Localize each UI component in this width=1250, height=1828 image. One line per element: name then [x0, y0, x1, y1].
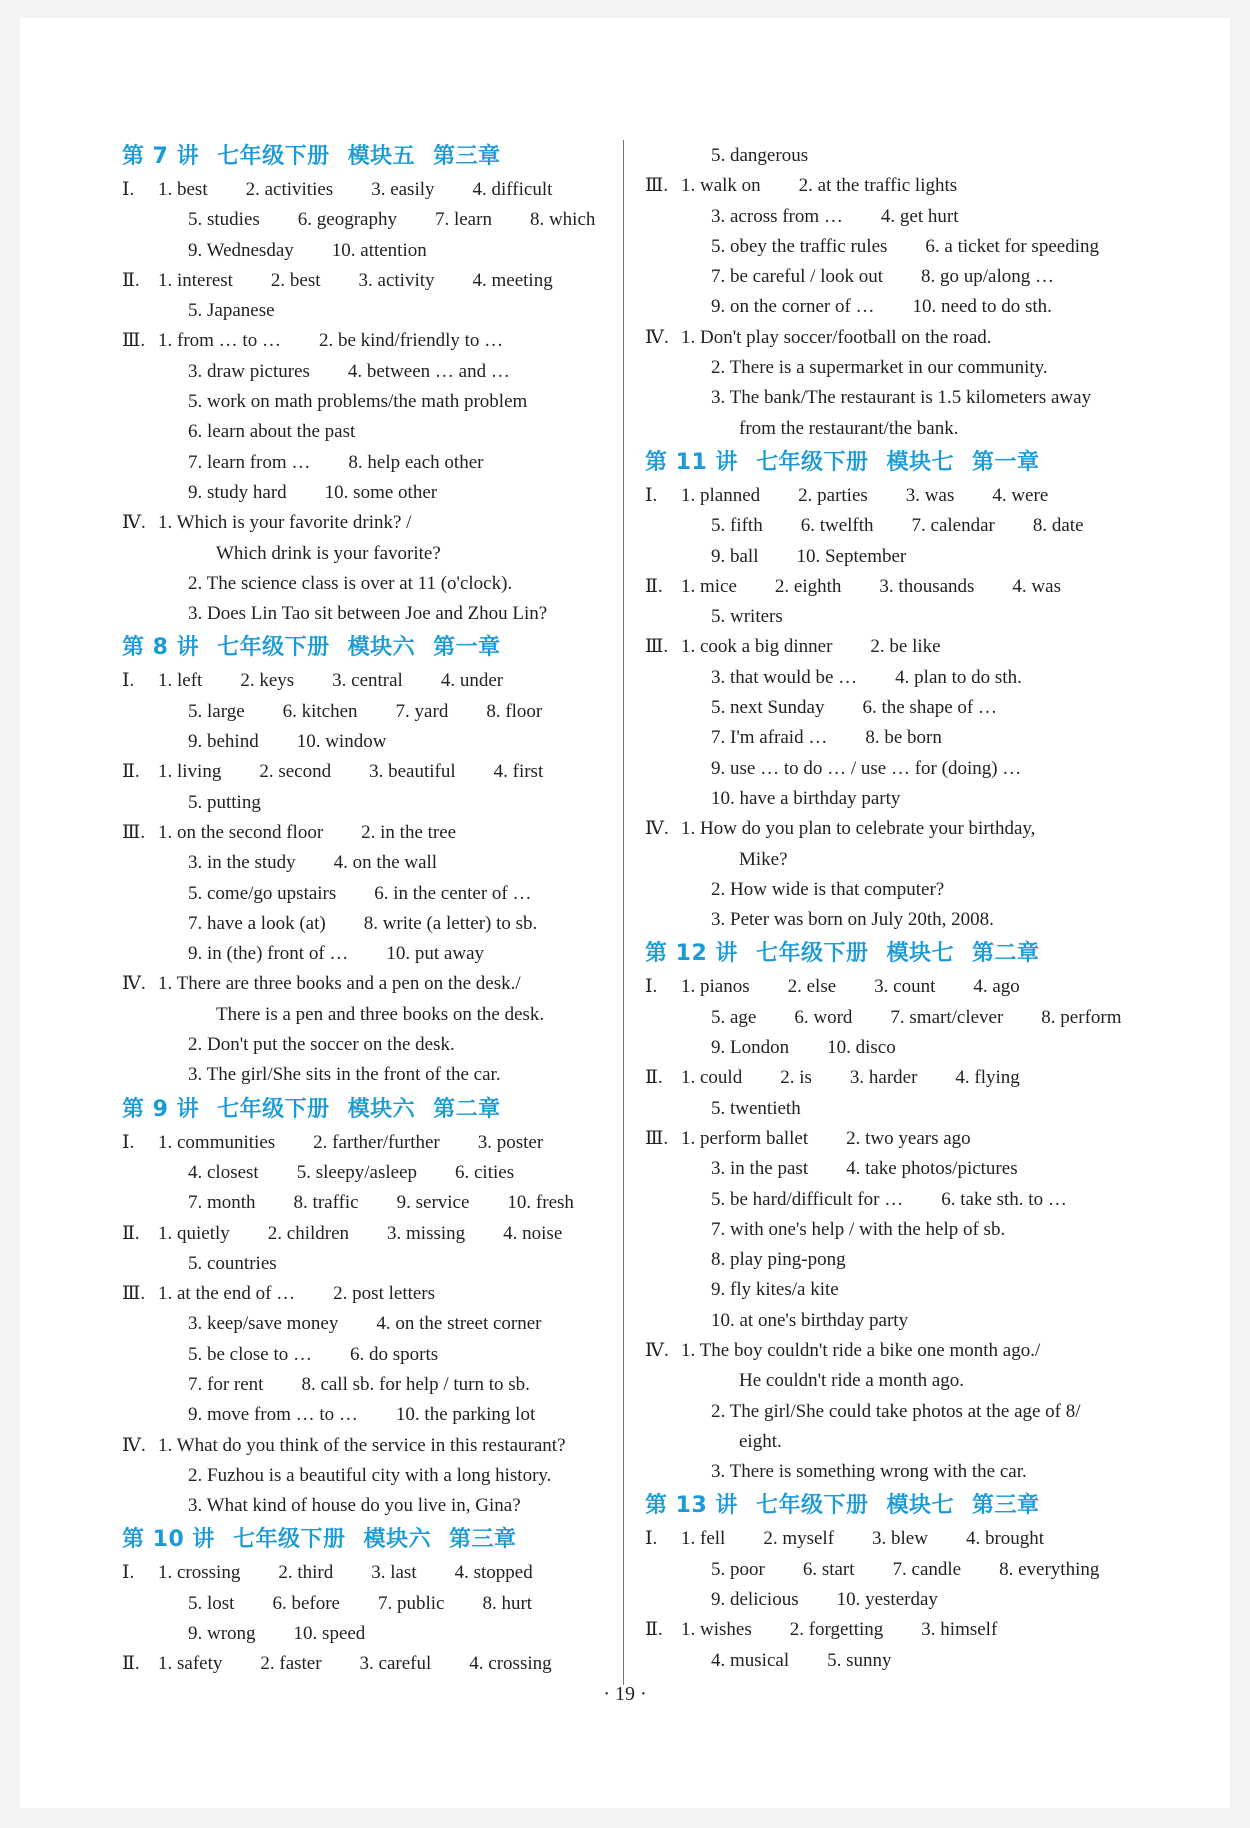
answer-text: 5. dangerous [711, 145, 809, 166]
answer-line [122, 1249, 592, 1279]
answer-line [122, 1340, 592, 1370]
section-numeral: Ⅱ. [122, 1222, 140, 1244]
answer-text: 7. be careful / look out 8. go up/along … [711, 266, 1054, 288]
answer-line [645, 784, 1130, 814]
section-numeral: Ⅰ. [122, 670, 135, 692]
answer-line [645, 1033, 1130, 1063]
answer-line [645, 1185, 1130, 1215]
answer-line [122, 727, 592, 757]
answer-text: 1. Which is your favorite drink? / [158, 512, 412, 534]
section-numeral: Ⅳ. [122, 973, 146, 995]
lesson-heading-part: 模块六 [347, 635, 416, 661]
section-numeral: Ⅲ. [122, 821, 146, 843]
answer-line [645, 292, 1130, 322]
column-divider [623, 140, 624, 1685]
answer-text: 6. learn about the past [188, 421, 356, 443]
answer-line [122, 1000, 592, 1030]
lesson-heading-part: 七年级下册 [755, 1493, 869, 1519]
answer-line [645, 1154, 1130, 1184]
answer-line [645, 632, 1130, 662]
section-numeral: Ⅰ. [645, 976, 658, 998]
answer-text: 3. keep/save money 4. on the street corner [188, 1313, 542, 1335]
answer-line [122, 448, 592, 478]
answer-text: 1. could 2. is 3. harder 4. flying [681, 1067, 1020, 1089]
answer-text: 2. There is a supermarket in our community. [711, 357, 1048, 379]
lesson-heading-part: 第 8 讲 [122, 635, 200, 661]
right-column [645, 141, 1130, 1676]
answer-line [122, 569, 592, 599]
lesson-heading-part: 模块五 [347, 144, 416, 169]
answer-text: 3. Peter was born on July 20th, 2008. [711, 909, 994, 931]
answer-text: 1. The boy couldn't ride a bike one month ago./ [681, 1339, 1041, 1361]
lesson-heading-part: 第 11 讲 [645, 449, 738, 475]
answer-line [645, 1215, 1130, 1245]
page-number: · 19 · [603, 1683, 647, 1705]
answer-text: 1. Don't play soccer/football on the road. [681, 326, 992, 348]
answer-line [645, 1063, 1130, 1093]
answer-text: 1. cook a big dinner 2. be like [681, 636, 941, 658]
answer-text: 2. How wide is that computer? [711, 878, 945, 900]
answer-line [645, 1427, 1130, 1457]
section-numeral: Ⅱ. [122, 269, 140, 291]
answer-text: 9. study hard 10. some other [188, 481, 438, 503]
answer-line [122, 1128, 592, 1158]
answer-line [645, 323, 1130, 353]
answer-text: 1. How do you plan to celebrate your birthday, [681, 818, 1036, 840]
section-numeral: Ⅲ. [645, 1127, 669, 1149]
answer-text: 3. Does Lin Tao sit between Joe and Zhou Lin? [188, 603, 548, 625]
section-numeral: Ⅰ. [122, 179, 135, 200]
section-numeral: Ⅲ. [122, 1283, 146, 1305]
answer-text: 5. studies 6. geography 7. learn 8. which [188, 209, 596, 231]
section-numeral: Ⅳ. [645, 1339, 669, 1361]
answer-text: 7. with one's help / with the help of sb. [711, 1218, 1006, 1240]
answer-text: 5. poor 6. start 7. candle 8. everything [711, 1558, 1100, 1580]
lesson-heading-part: 第 7 讲 [122, 144, 200, 169]
answer-text: 1. walk on 2. at the traffic lights [681, 175, 958, 197]
left-column [122, 138, 596, 1680]
answer-text: 1. pianos 2. else 3. count 4. ago [681, 976, 1020, 998]
answer-line [645, 481, 1130, 511]
lesson-heading-part: 第 10 讲 [122, 1527, 215, 1553]
lesson-heading [122, 138, 592, 175]
answer-text: Which drink is your favorite? [216, 542, 441, 564]
answer-text: 5. obey the traffic rules 6. a ticket for speeding [711, 235, 1099, 257]
answer-text: 5. be close to … 6. do sports [188, 1343, 439, 1365]
answer-text: 5. come/go upstairs 6. in the center of … [188, 882, 532, 904]
answer-line [645, 511, 1130, 541]
answer-text: There is a pen and three books on the desk. [216, 1003, 545, 1025]
lesson-heading-part: 模块六 [363, 1527, 431, 1553]
answer-text: 9. London 10. disco [711, 1037, 896, 1059]
answer-line [645, 905, 1130, 935]
answer-text: 9. on the corner of … 10. need to do sth. [711, 296, 1052, 318]
answer-text: 1. There are three books and a pen on the desk./ [158, 973, 521, 995]
answer-line [645, 845, 1130, 875]
answer-line [645, 1615, 1130, 1645]
answer-text: 1. interest 2. best 3. activity 4. meeting [158, 269, 553, 291]
section-numeral: Ⅳ. [645, 326, 669, 348]
answer-text: 1. left 2. keys 3. central 4. under [158, 670, 504, 692]
answer-text: 5. writers [711, 606, 783, 628]
answer-line [645, 414, 1130, 444]
answer-text: 9. Wednesday 10. attention [188, 239, 427, 261]
answer-text: 5. twentieth [711, 1097, 801, 1119]
answer-text: He couldn't ride a month ago. [739, 1370, 965, 1392]
answer-line [645, 1397, 1130, 1427]
lesson-heading-part: 七年级下册 [755, 449, 869, 475]
answer-line [122, 266, 592, 296]
answer-text: 5. lost 6. before 7. public 8. hurt [188, 1592, 533, 1614]
lesson-heading-part: 第二章 [971, 941, 1040, 967]
answer-line [122, 788, 592, 818]
answer-text: 9. fly kites/a kite [711, 1279, 839, 1301]
answer-line [645, 754, 1130, 784]
answer-line [645, 875, 1130, 905]
answer-line [122, 1619, 592, 1649]
lesson-heading [122, 1521, 592, 1558]
answer-text: from the restaurant/the bank. [739, 417, 959, 439]
answer-text: 3. that would be … 4. plan to do sth. [711, 666, 1022, 688]
section-numeral: Ⅱ. [645, 575, 663, 597]
answer-text: 10. have a birthday party [711, 787, 901, 809]
answer-text: 1. communities 2. farther/further 3. poster [158, 1131, 544, 1153]
answer-text: 3. draw pictures 4. between … and … [188, 360, 510, 382]
answer-line [122, 1461, 592, 1491]
answer-line [122, 697, 592, 727]
answer-line [122, 387, 592, 417]
answer-line [122, 508, 592, 538]
answer-line [645, 1245, 1130, 1275]
answer-text: 9. use … to do … / use … for (doing) … [711, 757, 1022, 779]
lesson-heading-part: 七年级下册 [217, 1096, 330, 1122]
answer-line [645, 723, 1130, 753]
answer-line [122, 357, 592, 387]
answer-text: 1. quietly 2. children 3. missing 4. noise [158, 1222, 563, 1244]
answer-text: 2. The girl/She could take photos at the age of 8/ [711, 1400, 1081, 1422]
answer-line [122, 1491, 592, 1521]
answer-line [122, 417, 592, 447]
lesson-heading-part: 第 9 讲 [122, 1096, 200, 1122]
lesson-heading-part: 模块七 [886, 941, 954, 967]
section-numeral: Ⅲ. [122, 330, 146, 352]
answer-text: 5. work on math problems/the math problem [188, 391, 528, 413]
answer-text: 2. Don't put the soccer on the desk. [188, 1034, 455, 1056]
answer-line [122, 848, 592, 878]
answer-text: 3. What kind of house do you live in, Gina? [188, 1495, 521, 1517]
answer-line [122, 1030, 592, 1060]
answer-text: 4. musical 5. sunny [711, 1649, 892, 1671]
answer-line [645, 1306, 1130, 1336]
answer-line [645, 1555, 1130, 1585]
answer-line [645, 972, 1130, 1002]
answer-line [645, 232, 1130, 262]
section-numeral: Ⅰ. [122, 1131, 135, 1153]
answer-text: 5. countries [188, 1252, 277, 1274]
answer-text: 1. fell 2. myself 3. blew 4. brought [681, 1528, 1045, 1550]
answer-line [122, 1188, 592, 1218]
answer-text: 9. move from … to … 10. the parking lot [188, 1404, 536, 1426]
answer-line [122, 1219, 592, 1249]
answer-text: 1. mice 2. eighth 3. thousands 4. was [681, 575, 1061, 597]
lesson-heading-part: 第 13 讲 [645, 1493, 738, 1519]
lesson-heading-part: 第一章 [433, 635, 501, 661]
answer-line [122, 666, 592, 696]
answer-line [645, 1366, 1130, 1396]
answer-text: 2. Fuzhou is a beautiful city with a long history. [188, 1464, 552, 1486]
lesson-heading [122, 1091, 592, 1128]
lesson-heading [645, 935, 1130, 972]
answer-line [122, 879, 592, 909]
answer-line [645, 1585, 1130, 1615]
answer-line [645, 353, 1130, 383]
answer-text: 3. There is something wrong with the car. [711, 1461, 1027, 1483]
answer-line [645, 602, 1130, 632]
section-numeral: Ⅳ. [122, 512, 146, 534]
lesson-heading-part: 第三章 [448, 1527, 517, 1553]
answer-line [122, 1400, 592, 1430]
lesson-heading-part: 七年级下册 [755, 941, 869, 967]
answer-text: 9. delicious 10. yesterday [711, 1589, 938, 1611]
answer-text: 9. wrong 10. speed [188, 1623, 366, 1645]
answer-text: 7. have a look (at) 8. write (a letter) to sb. [188, 912, 538, 934]
answer-line [645, 1094, 1130, 1124]
section-numeral: Ⅲ. [645, 636, 669, 658]
lesson-heading [645, 444, 1130, 481]
answer-text: 5. next Sunday 6. the shape of … [711, 697, 998, 719]
lesson-heading-part: 第三章 [433, 144, 501, 169]
lesson-heading-part: 模块七 [886, 449, 954, 475]
answer-line [645, 542, 1130, 572]
answer-line [122, 757, 592, 787]
answer-text: 1. from … to … 2. be kind/friendly to … [158, 330, 504, 352]
answer-text: 3. in the study 4. on the wall [188, 852, 438, 874]
answer-line [645, 814, 1130, 844]
answer-text: 1. perform ballet 2. two years ago [681, 1127, 971, 1149]
answer-line [122, 296, 592, 326]
answer-text: 9. behind 10. window [188, 731, 387, 753]
answer-text: 9. in (the) front of … 10. put away [188, 943, 485, 965]
answer-line [122, 175, 592, 205]
answer-text: 10. at one's birthday party [711, 1309, 909, 1331]
answer-line [122, 478, 592, 508]
answer-line [122, 1060, 592, 1090]
answer-text: 3. The bank/The restaurant is 1.5 kilometers away [711, 387, 1092, 409]
section-numeral: Ⅱ. [122, 761, 140, 783]
section-numeral: Ⅲ. [645, 175, 669, 197]
answer-line [645, 171, 1130, 201]
answer-text: 1. at the end of … 2. post letters [158, 1283, 436, 1305]
answer-line [645, 383, 1130, 413]
answer-text: 7. learn from … 8. help each other [188, 451, 484, 473]
section-numeral: Ⅰ. [645, 1528, 658, 1550]
lesson-heading-part: 第 12 讲 [645, 941, 738, 967]
answer-text: 1. best 2. activities 3. easily 4. difficult [158, 179, 553, 200]
answer-text: 1. planned 2. parties 3. was 4. were [681, 484, 1049, 506]
answer-text: 3. across from … 4. get hurt [711, 205, 959, 227]
answer-line [645, 1336, 1130, 1366]
lesson-heading-part: 第二章 [433, 1096, 501, 1122]
answer-line [122, 909, 592, 939]
answer-line [122, 236, 592, 266]
answer-line [122, 969, 592, 999]
answer-line [645, 663, 1130, 693]
section-numeral: Ⅳ. [122, 1434, 146, 1456]
answer-text: 7. I'm afraid … 8. be born [711, 727, 942, 749]
lesson-heading-part: 七年级下册 [217, 144, 330, 169]
answer-line [645, 1275, 1130, 1305]
answer-text: 5. fifth 6. twelfth 7. calendar 8. date [711, 515, 1084, 537]
section-numeral: Ⅱ. [645, 1067, 663, 1089]
lesson-heading-part: 模块六 [347, 1096, 416, 1122]
section-numeral: Ⅱ. [645, 1619, 663, 1641]
answer-line [122, 205, 596, 235]
answer-line [122, 326, 592, 356]
answer-line [645, 262, 1130, 292]
answer-text: 1. on the second floor 2. in the tree [158, 821, 457, 843]
answer-text: 7. month 8. traffic 9. service 10. fresh [188, 1192, 574, 1214]
answer-line [645, 1646, 1130, 1676]
lesson-heading-part: 七年级下册 [232, 1527, 346, 1553]
answer-text: 3. The girl/She sits in the front of the car. [188, 1064, 501, 1086]
answer-line [122, 539, 592, 569]
answer-line [122, 1309, 592, 1339]
answer-text: 1. safety 2. faster 3. careful 4. crossing [158, 1653, 552, 1675]
answer-text: 1. wishes 2. forgetting 3. himself [681, 1619, 998, 1641]
lesson-heading-part: 第一章 [971, 449, 1040, 475]
answer-line [122, 599, 592, 629]
answer-text: 8. play ping-pong [711, 1249, 846, 1271]
answer-line [122, 818, 592, 848]
answer-text: 5. large 6. kitchen 7. yard 8. floor [188, 700, 543, 722]
lesson-heading-part: 模块七 [886, 1493, 954, 1519]
answer-text: 1. What do you think of the service in this restaurant? [158, 1434, 566, 1456]
answer-line [122, 1158, 592, 1188]
answer-text: Mike? [739, 848, 788, 870]
answer-text: 9. ball 10. September [711, 545, 907, 567]
answer-line [645, 1124, 1130, 1154]
answer-line [645, 572, 1130, 602]
lesson-heading-part: 七年级下册 [217, 635, 330, 661]
answer-text: 2. The science class is over at 11 (o'clock). [188, 572, 513, 594]
answer-line [645, 1003, 1130, 1033]
answer-line [122, 1589, 592, 1619]
answer-text: 1. living 2. second 3. beautiful 4. first [158, 761, 544, 783]
answer-text: 5. age 6. word 7. smart/clever 8. perform [711, 1006, 1122, 1028]
answer-line [122, 1279, 592, 1309]
answer-text: 7. for rent 8. call sb. for help / turn to sb. [188, 1373, 530, 1395]
answer-text: 4. closest 5. sleepy/asleep 6. cities [188, 1161, 515, 1183]
answer-line [122, 1558, 592, 1588]
section-numeral: Ⅰ. [122, 1562, 135, 1584]
answer-line [645, 1457, 1130, 1487]
answer-text: 3. in the past 4. take photos/pictures [711, 1158, 1018, 1180]
answer-line [122, 1649, 592, 1679]
answer-line [122, 1370, 592, 1400]
answer-line [122, 939, 592, 969]
answer-line [645, 202, 1130, 232]
lesson-heading-part: 第三章 [971, 1493, 1040, 1519]
answer-line [645, 141, 1130, 171]
section-numeral: Ⅰ. [645, 484, 658, 506]
answer-text: 5. putting [188, 791, 261, 813]
answer-text: 5. Japanese [188, 300, 275, 322]
answer-text: eight. [739, 1430, 782, 1452]
lesson-heading [122, 629, 592, 666]
answer-line [122, 1431, 592, 1461]
section-numeral: Ⅱ. [122, 1653, 140, 1675]
answer-text: 1. crossing 2. third 3. last 4. stopped [158, 1562, 533, 1584]
answer-line [645, 693, 1130, 723]
section-numeral: Ⅳ. [645, 818, 669, 840]
answer-line [645, 1524, 1130, 1554]
lesson-heading [645, 1487, 1130, 1524]
answer-text: 5. be hard/difficult for … 6. take sth. to … [711, 1188, 1067, 1210]
